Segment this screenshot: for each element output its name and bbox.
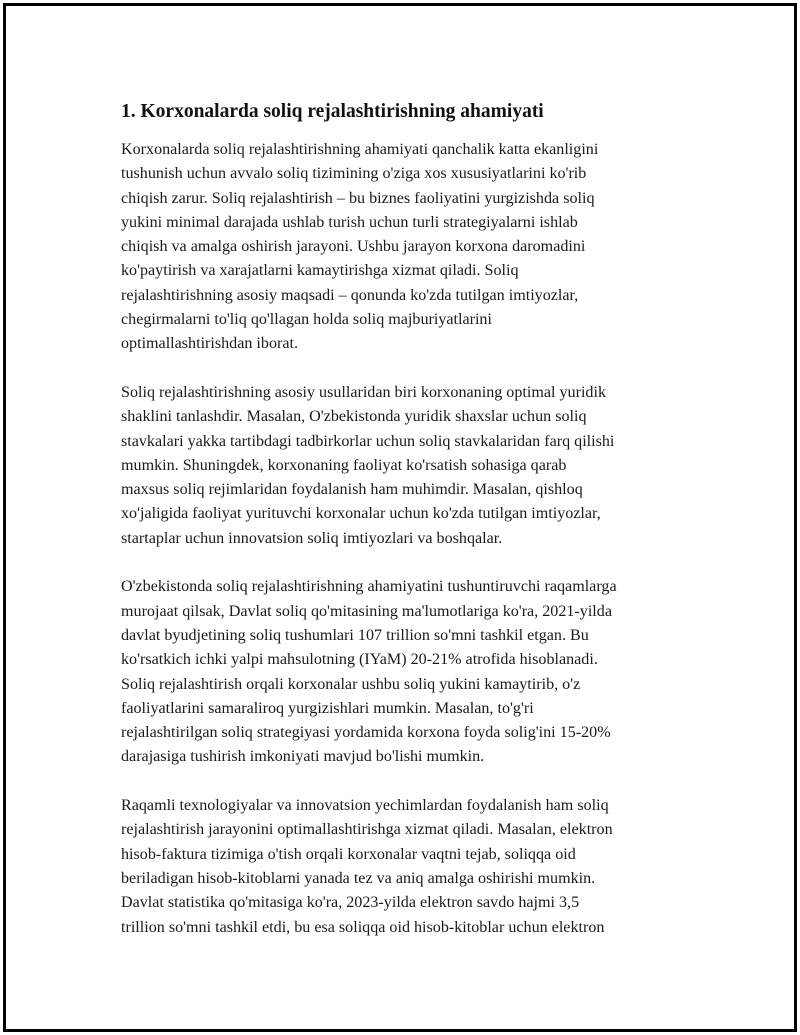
text-line: xo'jaligida faoliyat yurituvchi korxonalar uchun ko'zda tutilgan imtiyozlar, xyxy=(121,505,601,523)
text-line: shaklini tanlashdir. Masalan, O'zbekistonda yuridik shaxslar uchun soliq xyxy=(121,408,587,426)
text-line: hisob-faktura tizimiga o'tish orqali korxonalar vaqtni tejab, soliqqa oid xyxy=(121,845,576,863)
text-line: Davlat statistika qo'mitasiga ko'ra, 2023-yilda elektron savdo hajmi 3,5 xyxy=(121,894,580,912)
text-line: darajasiga tushirish imkoniyati mavjud bo'lishi mumkin. xyxy=(121,748,485,766)
text-line: optimallashtirishdan iborat. xyxy=(121,335,298,353)
paragraph xyxy=(121,794,701,940)
text-line: chiqish va amalga oshirish jarayoni. Ushbu jarayon korxona daromadini xyxy=(121,238,586,256)
text-line: tushunish uchun avvalo soliq tizimining o'ziga xos xususiyatlarini ko'rib xyxy=(121,165,587,183)
text-line: faoliyatlarini samaraliroq yurgizishlari mumkin. Masalan, to'g'ri xyxy=(121,699,534,717)
paragraph xyxy=(121,381,701,551)
text-line: Soliq rejalashtirishning asosiy usullaridan biri korxonaning optimal yuridik xyxy=(121,383,606,401)
document-body xyxy=(121,98,701,964)
text-line: rejalashtirish jarayonini optimallashtirishga xizmat qiladi. Masalan, elektron xyxy=(121,821,613,839)
text-line: mumkin. Shuningdek, korxonaning faoliyat ko'rsatish sohasiga qarab xyxy=(121,456,567,474)
text-line: beriladigan hisob-kitoblarni yanada tez va aniq amalga oshirishi mumkin. xyxy=(121,869,596,887)
text-line: O'zbekistonda soliq rejalashtirishning ahamiyatini tushuntiruvchi raqamlarga xyxy=(121,578,617,596)
text-line: ko'paytirish va xarajatlarni kamaytirishga xizmat qiladi. Soliq xyxy=(121,262,519,280)
text-line: rejalashtirishning asosiy maqsadi – qonunda ko'zda tutilgan imtiyozlar, xyxy=(121,286,579,304)
text-line: maxsus soliq rejimlaridan foydalanish ham muhimdir. Masalan, qishloq xyxy=(121,481,583,499)
text-line: Raqamli texnologiyalar va innovatsion yechimlardan foydalanish ham soliq xyxy=(121,797,609,815)
text-line: yukini minimal darajada ushlab turish uchun turli strategiyalarni ishlab xyxy=(121,213,578,231)
text-line: trillion so'mni tashkil etdi, bu esa soliqqa oid hisob-kitoblar uchun elektron xyxy=(121,918,605,936)
text-line: Korxonalarda soliq rejalashtirishning ahamiyati qanchalik katta ekanligini xyxy=(121,141,599,158)
text-line: startaplar uchun innovatsion soliq imtiyozlari va boshqalar. xyxy=(121,529,503,547)
section-heading: 1. Korxonalarda soliq rejalashtirishning ahamiyati xyxy=(121,101,544,122)
paragraph xyxy=(121,138,701,357)
text-line: Soliq rejalashtirish orqali korxonalar ushbu soliq yukini kamaytirib, o'z xyxy=(121,675,581,693)
text-line: murojaat qilsak, Davlat soliq qo'mitasining ma'lumotlariga ko'ra, 2021-yilda xyxy=(121,602,612,620)
text-line: chiqish zarur. Soliq rejalashtirish – bu biznes faoliyatini yurgizishda soliq xyxy=(121,189,595,207)
text-line: ko'rsatkich ichki yalpi mahsulotning (IYaM) 20-21% atrofida hisoblanadi. xyxy=(121,651,598,669)
text-line: rejalashtirilgan soliq strategiyasi yordamida korxona foyda solig'ini 15-20% xyxy=(121,724,611,742)
text-line: stavkalari yakka tartibdagi tadbirkorlar uchun soliq stavkalaridan farq qilishi xyxy=(121,432,615,450)
paragraph xyxy=(121,575,701,769)
page-frame xyxy=(3,3,797,1032)
paragraph-container xyxy=(121,138,701,940)
text-line: chegirmalarni to'liq qo'llagan holda soliq majburiyatlarini xyxy=(121,311,492,329)
text-line: davlat byudjetining soliq tushumlari 107 trillion so'mni tashkil etgan. Bu xyxy=(121,626,589,644)
